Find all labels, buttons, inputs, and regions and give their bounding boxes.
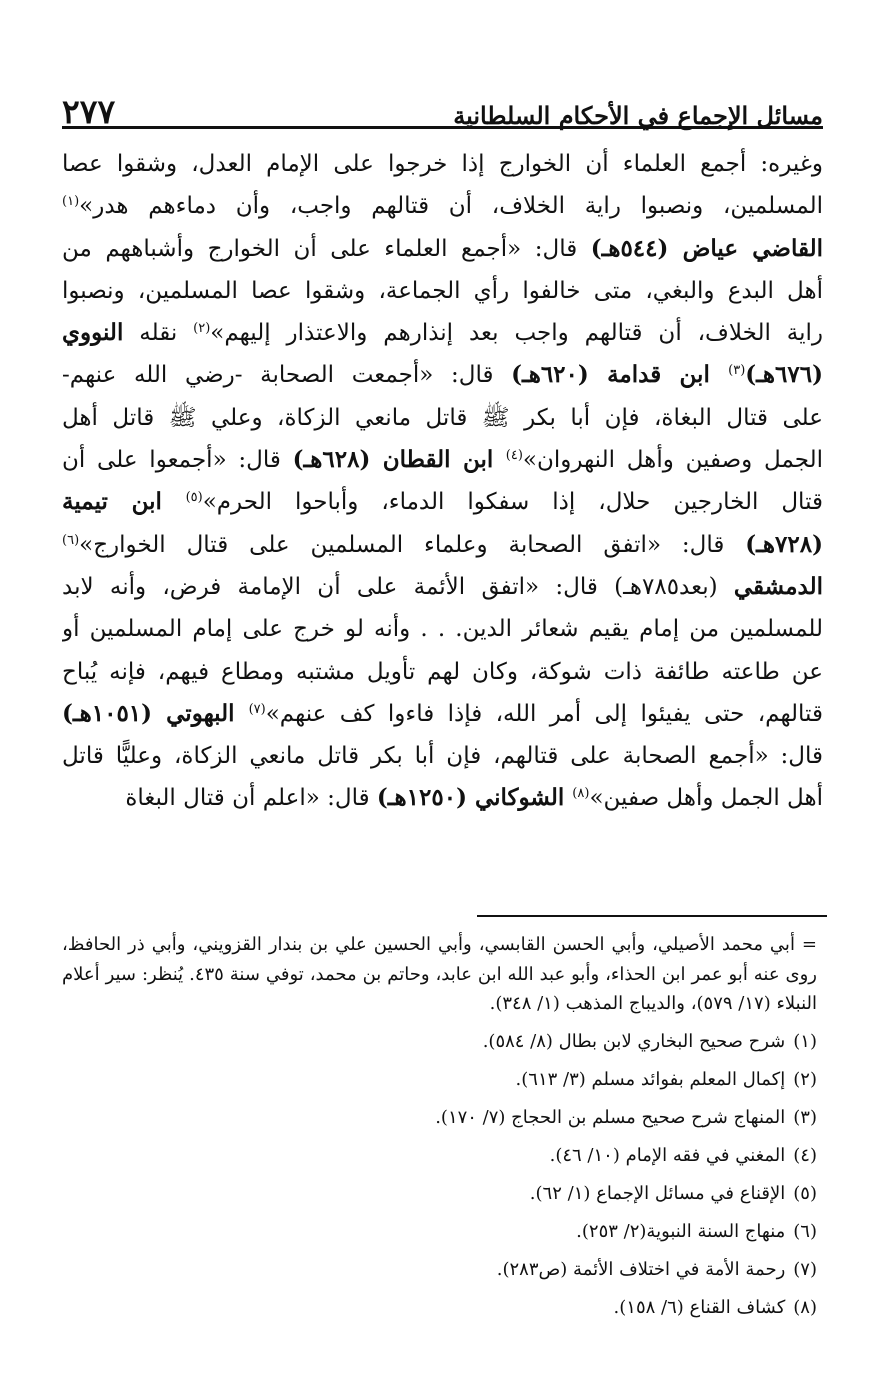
text-run: قال: «أجمعت الصحابة -رضي الله عنهم- (62, 362, 512, 389)
footnote-ref: (٣) (728, 363, 746, 379)
text-line (62, 397, 823, 439)
footnote-text: الإقناع في مسائل الإجماع (١/ ٦٢). (529, 1182, 786, 1204)
text-run: قتال الخارجين حلال، إذا سفكوا الدماء، وأباحوا الحرم» (202, 489, 823, 516)
text-run: على قتال البغاة، فإن أبا بكر ﷺ قاتل مانعي الزكاة، وعلي ﷺ قاتل أهل (62, 404, 823, 431)
footnote-text: رحمة الأمة في اختلاف الأئمة (ص٢٨٣). (496, 1258, 786, 1280)
text-line (62, 185, 823, 227)
footnote-item (62, 1251, 823, 1289)
text-line (62, 566, 823, 608)
footnote-text: شرح صحيح البخاري لابن بطال (٨/ ٥٨٤). (482, 1030, 786, 1052)
footnote-text: إكمال المعلم بفوائد مسلم (٣/ ٦١٣). (515, 1068, 786, 1090)
text-line (62, 270, 823, 312)
scholar-name: القاضي عياض (٥٤٤هـ) (590, 234, 823, 262)
text-line (62, 143, 823, 185)
footnote-text: منهاج السنة النبوية(٢/ ٢٥٣). (576, 1220, 786, 1242)
header-rule (62, 126, 823, 129)
footnote-text: المغني في فقه الإمام (١٠/ ٤٦). (549, 1144, 786, 1166)
text-run: قال: «أجمع الصحابة على قتالهم، فإن أبا بكر قاتل مانعي الزكاة، وعليًّا قاتل (62, 743, 823, 770)
text-line (62, 439, 823, 481)
running-title: مسائل الإجماع في الأحكام السلطانية (453, 101, 823, 130)
text-line (62, 481, 823, 523)
footnote-ref: (٥) (185, 490, 203, 506)
scholar-name: الدمشقي (733, 572, 823, 600)
scholar-name: ابن تيمية (62, 488, 186, 516)
text-line (62, 608, 823, 650)
text-run: أهل الجمل وأهل صفين» (589, 785, 823, 812)
text-run: قال: «اتفق الصحابة وعلماء المسلمين على قتال الخوارج» (79, 531, 746, 558)
footnote-number: (٨) (793, 1296, 817, 1318)
footnote-item (62, 1099, 823, 1137)
footnote-item (62, 1061, 823, 1099)
text-run: راية الخلاف، أن قتالهم واجب بعد إنذارهم والاعتذار إليهم» (210, 320, 823, 347)
page-header (62, 78, 823, 131)
footnote-ref: (٢) (193, 321, 211, 337)
footnote-number: (٥) (793, 1182, 817, 1204)
text-run: قتالهم، حتى يفيئوا إلى أمر الله، فإذا فاءوا كف عنهم» (265, 700, 823, 727)
text-run: المسلمين، ونصبوا راية الخلاف، أن قتالهم واجب، وأن دماءهم هدر» (79, 193, 823, 220)
text-line (62, 524, 823, 566)
footnote-number: (٣) (793, 1106, 817, 1128)
footnote-ref: (٦) (62, 532, 80, 548)
text-run: نقله (123, 320, 194, 347)
footnote-number: (٢) (793, 1068, 817, 1090)
footnote-item (62, 1213, 823, 1251)
scholar-date: (٧٢٨هـ) (745, 530, 823, 558)
page-number: ٢٧٧ (62, 92, 116, 131)
footnote-ref: (٤) (505, 448, 523, 464)
footnote-item (62, 1137, 823, 1175)
text-run: عن طاعته طائفة ذات شوكة، وكان لهم تأويل مشتبه ومطاع فيهم، فإنه يُباح (62, 658, 823, 685)
footnote-number: (١) (793, 1030, 817, 1052)
footnote-continuation: = أبي محمد الأصيلي، وأبي الحسن القابسي، وأبي الحسين علي بن بندار القزويني، وأبي ذر الحافظ، روى عنه أبو عمر ابن الحذاء، وأبو عبد الله ابن عابد، وحاتم بن محمد، توفي سنة ٤٣٥. يُنظر: سير أعلام النبلاء (١٧/ ٥٧٩)، والديباج المذهب (١/ ٣٤٨). (62, 934, 817, 1014)
text-run: قال: «أجمعوا على أن (62, 447, 293, 474)
text-run: الجمل وصفين وأهل النهروان» (522, 447, 823, 474)
text-line (62, 735, 823, 777)
scholar-name: النووي (62, 319, 124, 347)
scholar-name: ابن القطان (٦٢٨هـ) (292, 446, 506, 474)
footnote-number: (٤) (793, 1144, 817, 1166)
footnote-ref: (٧) (248, 701, 266, 717)
footnote-number: (٧) (793, 1258, 817, 1280)
footnotes (62, 930, 823, 1327)
footnote-text: كشاف القناع (٦/ ١٥٨). (613, 1296, 786, 1318)
scholar-date: (٦٧٦هـ) (745, 361, 823, 389)
footnote-item (62, 1023, 823, 1061)
text-run: قال: «أجمع العلماء على أن الخوارج وأشباههم من (62, 235, 591, 262)
text-line (62, 777, 823, 819)
text-line (62, 228, 823, 270)
footnote-item (62, 1175, 823, 1213)
main-text (62, 143, 823, 820)
text-line (62, 651, 823, 693)
scholar-name: ابن قدامة (٦٢٠هـ) (511, 361, 729, 389)
text-line (62, 693, 823, 735)
footnote-ref: (٨) (572, 786, 590, 802)
footnote-number: (٦) (793, 1220, 817, 1242)
footnote-text: المنهاج شرح صحيح مسلم بن الحجاج (٧/ ١٧٠). (435, 1106, 786, 1128)
text-run: للمسلمين من إمام يقيم شعائر الدين. . . وأنه لو خرج على إمام المسلمين أو (62, 616, 823, 643)
text-run: وغيره: أجمع العلماء أن الخوارج إذا خرجوا على الإمام العدل، وشقوا عصا (62, 151, 823, 177)
footnote-separator (477, 915, 827, 917)
text-run: قال: «اعلم أن قتال البغاة (125, 785, 377, 812)
text-run: أهل البدع والبغي، متى خالفوا رأي الجماعة، وشقوا عصا المسلمين، ونصبوا (62, 277, 823, 304)
footnote-ref: (١) (62, 194, 80, 210)
scholar-name: البهوتي (١٠٥١هـ) (62, 699, 249, 727)
text-run: (بعد٧٨٥هـ) قال: «اتفق الأئمة على أن الإمامة فرض، وأنه لابد (62, 573, 734, 600)
scholar-name: الشوكاني (١٢٥٠هـ) (376, 784, 573, 812)
footnote-item (62, 1289, 823, 1327)
text-line (62, 312, 823, 354)
text-line (62, 354, 823, 396)
